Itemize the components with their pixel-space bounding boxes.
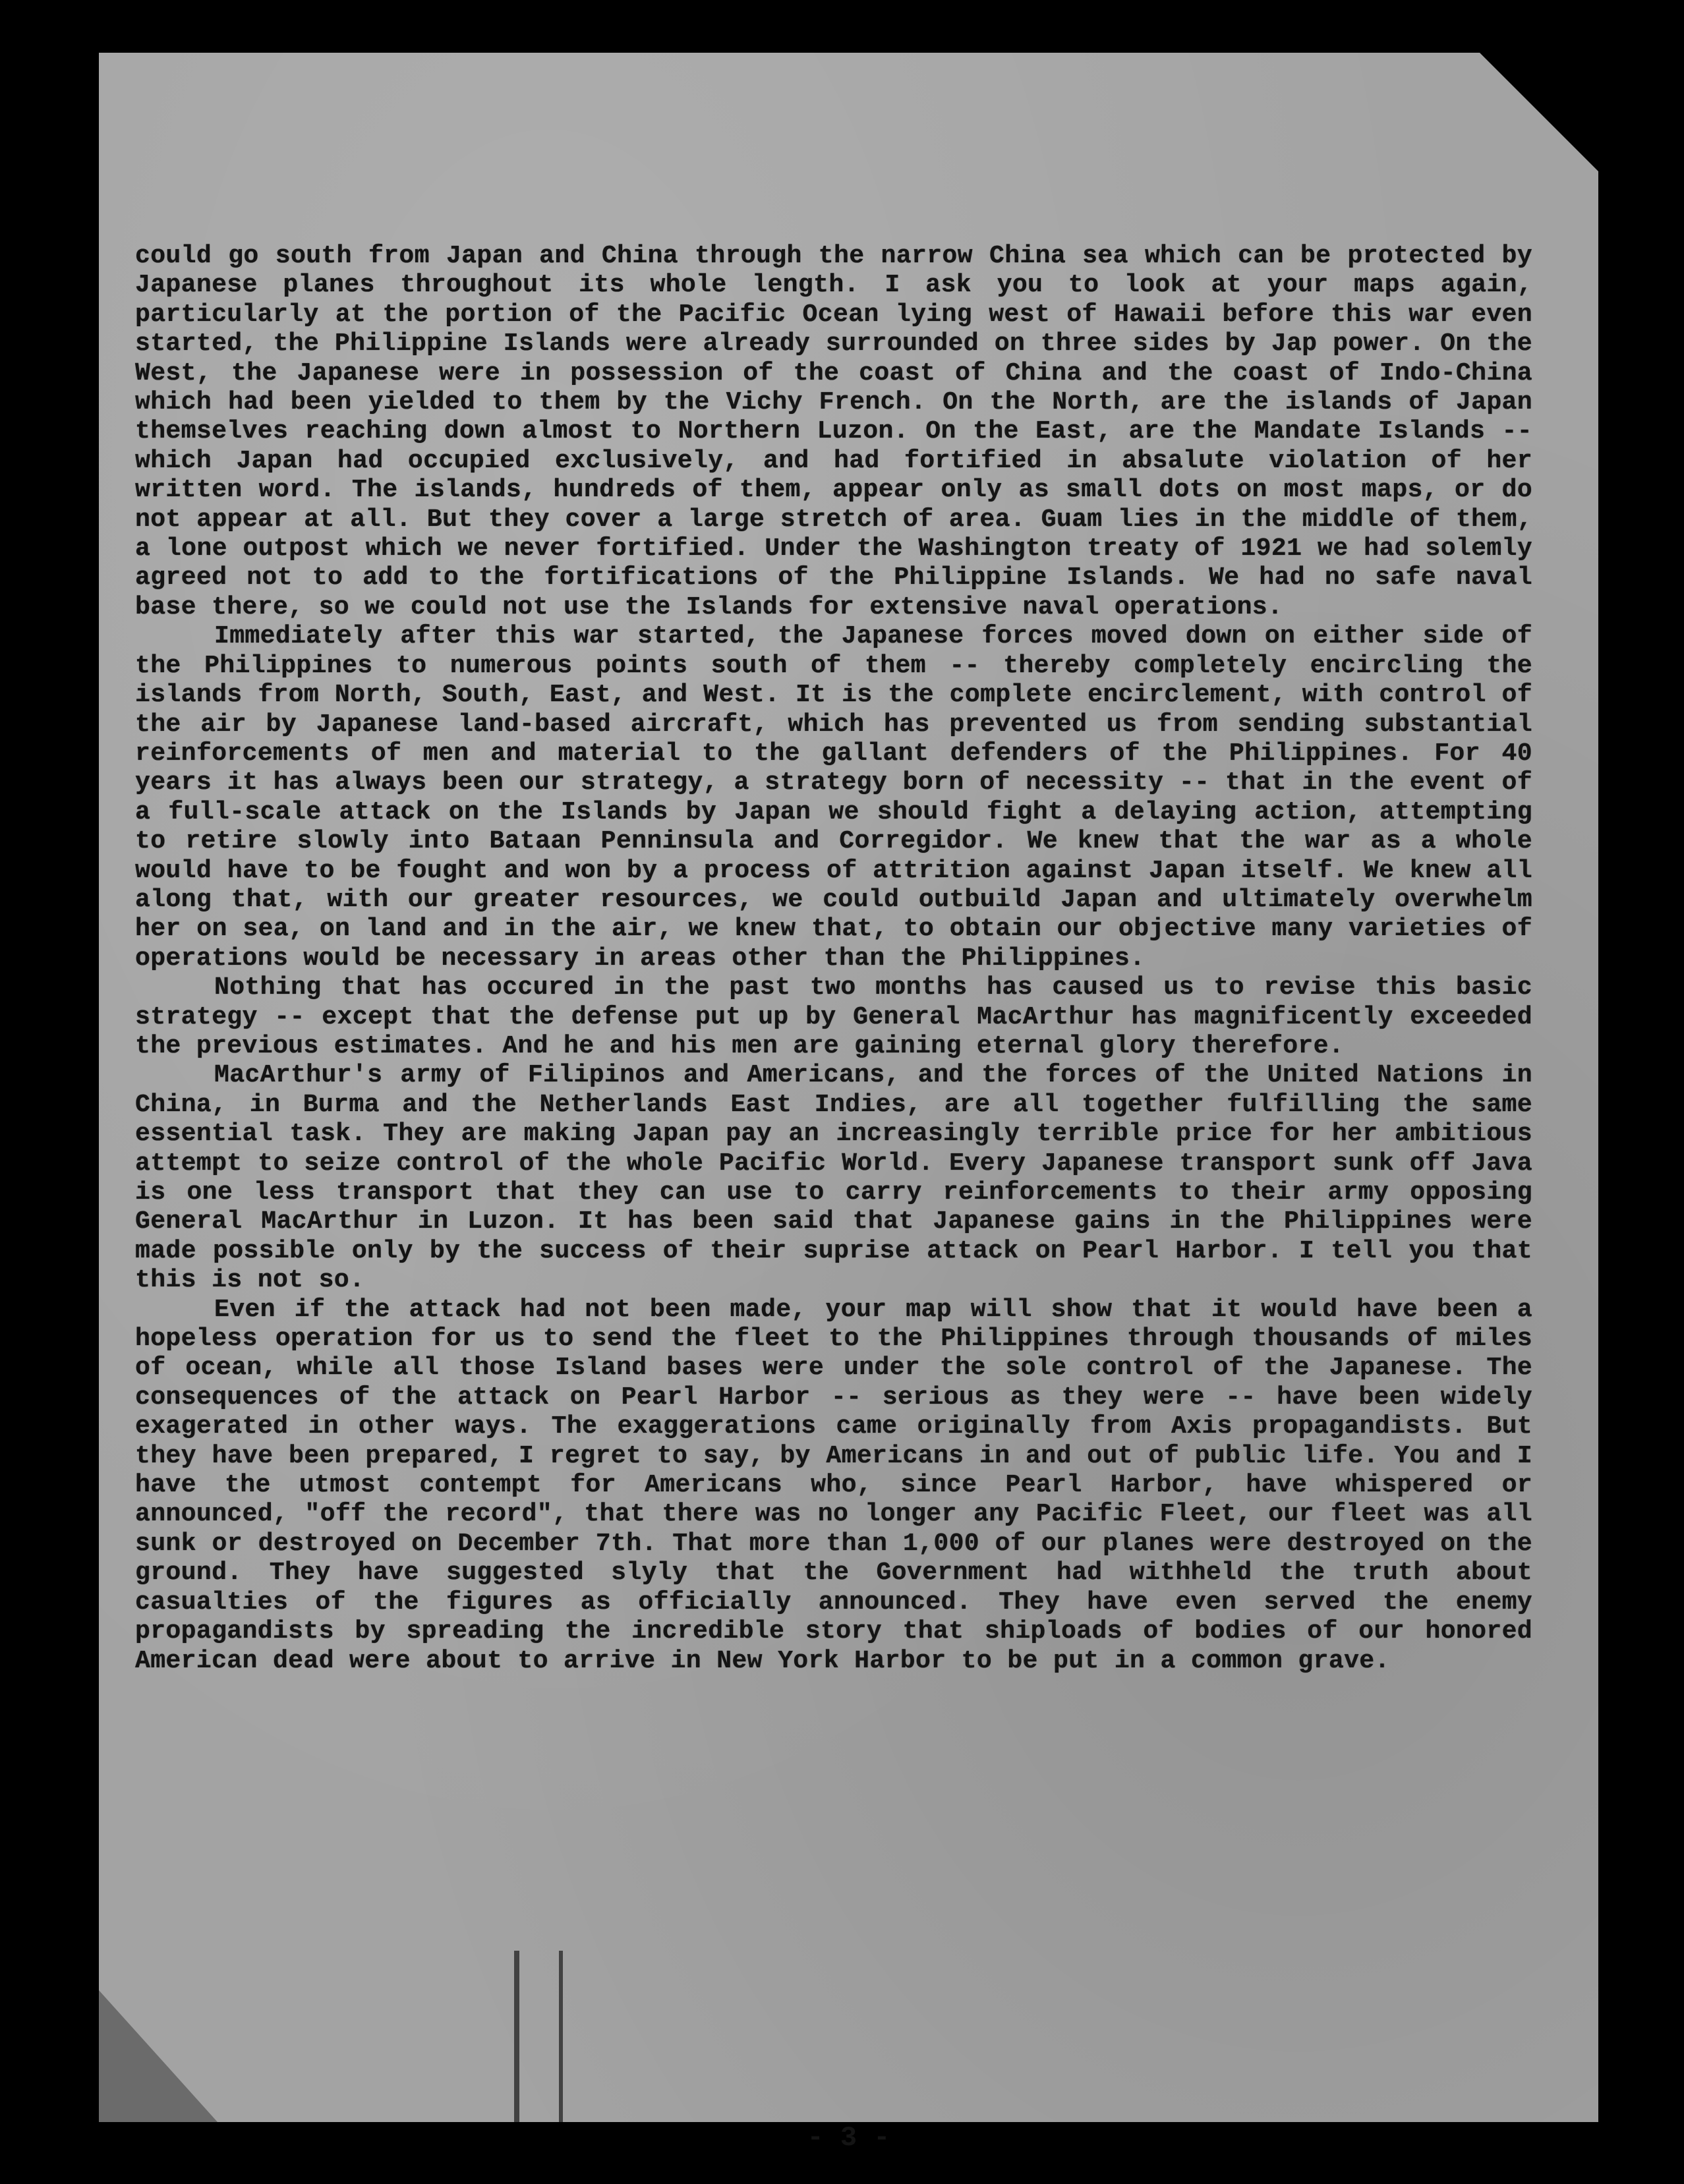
document-page bbox=[99, 53, 1598, 2154]
page-number: - 3 - bbox=[807, 2122, 890, 2154]
folded-corner-top-right bbox=[1480, 53, 1598, 171]
binding-mark bbox=[514, 1951, 563, 2122]
paragraph-1: could go south from Japan and China through the narrow China sea which can be protected by Japanese planes throughout its whole length. I ask you to look at your maps again, particularly at the portion of the Pacific Ocean lying west of Hawaii before this war even started, the Philippine Islands were already surrounded on three sides by Jap power. On the West, the Japanese were in possession of the coast of China and the coast of Indo-China which had been yielded to them by the Vichy French. On the North, are the islands of Japan themselves reaching down almost to Northern Luzon. On the East, are the Mandate Islands -- which Japan had occupied exclusively, and had fortified in absalute violation of her written word. The islands, hundreds of them, appear only as small dots on most maps, or do not appear at all. But they cover a large stretch of area. Guam lies in the middle of them, a lone outpost which we never fortified. Under the Washington treaty of 1921 we had solemly agreed not to add to the fortifications of the Philippine Islands. We had no safe naval base there, so we could not use the Islands for extensive naval operations. bbox=[135, 242, 1548, 621]
paragraph-5: Even if the attack had not been made, your map will show that it would have been a hopeless operation for us to send the fleet to the Philippines through thousands of miles of ocean, while all those Island bases were under the sole control of the Japanese. The consequences of the attack on Pearl Harbor -- serious as they were -- have been widely exagerated in other ways. The exaggerations came originally from Axis propagandists. But they have been prepared, I regret to say, by Americans in and out of public life. You and I have the utmost contempt for Americans who, since Pearl Harbor, have whispered or announced, "off the record", that there was no longer any Pacific Fleet, our fleet was all sunk or destroyed on December 7th. That more than 1,000 of our planes were destroyed on the ground. They have suggested slyly that the Government had withheld the truth about casualties of the figures as officially announced. They have even served the enemy propagandists by spreading the incredible story that shiploads of bodies of our honored American dead were about to arrive in New York Harbor to be put in a common grave. bbox=[135, 1295, 1548, 1675]
folded-corner-bottom-left bbox=[99, 1990, 218, 2122]
paragraph-2: Immediately after this war started, the Japanese forces moved down on either side of the Philippines to numerous points south of them -- thereby completely encircling the islands from North, South, East, and West. It is the complete encirclement, with control of the air by Japanese land-based aircraft, which has prevented us from sending substantial reinforcements of men and material to the gallant defenders of the Philippines. For 40 years it has always been our strategy, a strategy born of necessity -- that in the event of a full-scale attack on the Islands by Japan we should fight a delaying action, attempting to retire slowly into Bataan Penninsula and Corregidor. We knew that the war as a whole would have to be fought and won by a process of attrition against Japan itself. We knew all along that, with our greater resources, we could outbuild Japan and ultimately overwhelm her on sea, on land and in the air, we knew that, to obtain our objective many varieties of operations would be necessary in areas other than the Philippines. bbox=[135, 622, 1548, 973]
paragraph-4: MacArthur's army of Filipinos and Americans, and the forces of the United Nations in China, in Burma and the Netherlands East Indies, are all together fulfilling the same essential task. They are making Japan pay an increasingly terrible price for her ambitious attempt to seize control of the whole Pacific World. Every Japanese transport sunk off Java is one less transport that they can use to carry reinforcements to their army opposing General MacArthur in Luzon. It has been said that Japanese gains in the Philippines were made possible only by the success of their suprise attack on Pearl Harbor. I tell you that this is not so. bbox=[135, 1061, 1548, 1295]
body-text bbox=[135, 242, 1548, 1676]
paragraph-3: Nothing that has occured in the past two months has caused us to revise this basic strategy -- except that the defense put up by General MacArthur has magnificently exceeded the previous estimates. And he and his men are gaining eternal glory therefore. bbox=[135, 973, 1548, 1060]
